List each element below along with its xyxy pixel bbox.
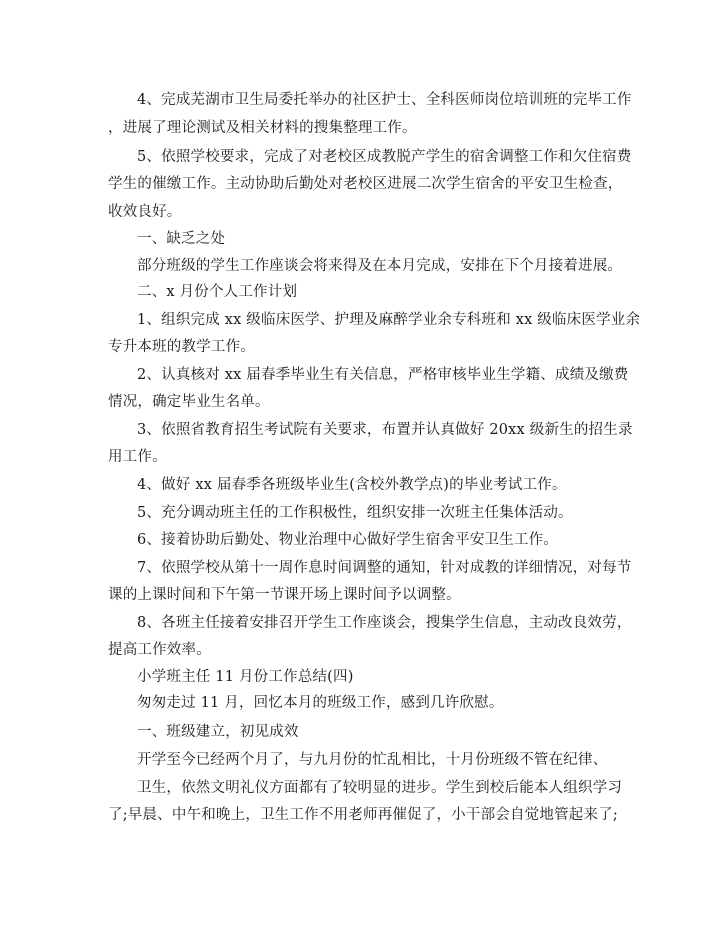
paragraph-line: 部分班级的学生工作座谈会将来得及在本月完成，安排在下个月接着进展。 (137, 258, 623, 274)
section-heading: 一、缺乏之处 (137, 231, 226, 247)
paragraph-line: 开学至今已经两个月了，与九月份的忙乱相比，十月份班级不管在纪律、 (137, 752, 608, 768)
paragraph-line: 情况，确定毕业生名单。 (108, 394, 270, 410)
paragraph-line: 了;早晨、中午和晚上，卫生工作不用老师再催促了，小干部会自觉地管起来了; (108, 807, 618, 823)
paragraph-line: 3、依照省教育招生考试院有关要求，布置并认真做好 20xx 级新生的招生录 (137, 422, 633, 438)
paragraph-line: 专升本班的教学工作。 (108, 339, 255, 355)
paragraph-line: 1、组织完成 xx 级临床医学、护理及麻醉学业余专科班和 xx 级临床医学业余 (137, 312, 641, 328)
paragraph-line: ，进展了理论测试及相关材料的搜集整理工作。 (108, 120, 417, 136)
paragraph-line: 提高工作效率。 (108, 642, 211, 658)
paragraph-line: 8、各班主任接着安排召开学生工作座谈会，搜集学生信息，主动改良效劳， (137, 615, 632, 631)
paragraph-line: 5、充分调动班主任的工作积极性，组织安排一次班主任集体活动。 (137, 505, 573, 521)
paragraph-line: 学生的催缴工作。主动协助后勤处对老校区进展二次学生宿舍的平安卫生检查， (108, 176, 623, 192)
paragraph-line: 6、接着协助后勤处、物业治理中心做好学生宿舍平安卫生工作。 (137, 532, 559, 548)
paragraph-line: 课的上课时间和下午第一节课开场上课时间予以调整。 (108, 587, 461, 603)
paragraph-line: 5、依照学校要求，完成了对老校区成教脱产学生的宿舍调整工作和欠住宿费 (137, 149, 632, 165)
paragraph-line: 匆匆走过 11 月，回忆本月的班级工作，感到几许欣慰。 (137, 695, 504, 711)
paragraph-line: 收效良好。 (108, 204, 182, 220)
document-title: 小学班主任 11 月份工作总结(四) (137, 669, 354, 685)
paragraph-line: 7、依照学校从第十一周作息时间调整的通知，针对成教的详细情况，对每节 (137, 560, 632, 576)
section-heading: 二、x 月份个人工作计划 (137, 284, 298, 300)
paragraph-line: 卫生，依然文明礼仪方面都有了较明显的进步。学生到校后能本人组织学习 (137, 780, 623, 796)
paragraph-line: 2、认真核对 xx 届春季毕业生有关信息，严格审核毕业生学籍、成绩及缴费 (137, 367, 629, 383)
paragraph-line: 4、完成芜湖市卫生局委托举办的社区护士、全科医师岗位培训班的完毕工作 (137, 92, 632, 108)
section-heading: 一、班级建立，初见成效 (137, 724, 299, 740)
paragraph-line: 4、做好 xx 届春季各班级毕业生(含校外教学点)的毕业考试工作。 (137, 477, 567, 493)
paragraph-line: 用工作。 (108, 449, 167, 465)
